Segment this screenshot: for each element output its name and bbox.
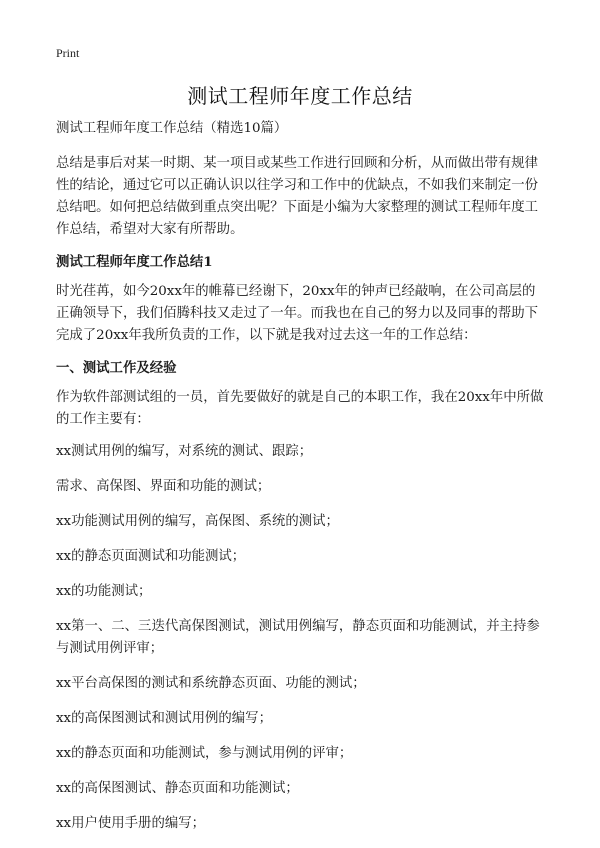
intro-paragraph: 总结是事后对某一时期、某一项目或某些工作进行回顾和分析，从而做出带有规律性的结论，通过它可以正确认识以往学习和工作中的优缺点，不如我们来制定一份总结吧。如何把总结做到重点突出呢？下面是小编为大家整理的测试工程师年度工作总结，希望对大家有所帮助。 [56, 156, 539, 237]
page-title: 测试工程师年度工作总结 [187, 84, 413, 108]
section-paragraph: 时光荏苒，如今20xx年的帷幕已经谢下，20xx年的钟声已经敲响，在公司高层的正确领导下，我们佰腾科技又走过了一年。而我也在自己的努力以及同事的帮助下完成了20xx年我所负责的工作，以下就是我对过去这一年的工作总结： [56, 284, 539, 343]
part-paragraph: 作为软件部测试组的一员，首先要做好的就是自己的本职工作，我在20xx年中所做的工作主要有： [56, 390, 544, 427]
list-item: xx功能测试用例的编写，高保图、系统的测试； [56, 514, 339, 529]
list-item: xx第一、二、三迭代高保图测试，测试用例编写，静态页面和功能测试，并主持参与测试用例评审； [56, 619, 540, 656]
list-item: xx的高保图测试和测试用例的编写； [56, 711, 272, 726]
list-item: xx的静态页面和功能测试，参与测试用例的评审； [56, 746, 353, 761]
list-item: xx用户使用手册的编写； [56, 816, 206, 831]
section-heading: 测试工程师年度工作总结1 [56, 254, 213, 270]
list-item: 需求、高保图、界面和功能的测试； [56, 479, 271, 494]
document-body [56, 118, 544, 848]
list-item: xx的功能测试； [56, 584, 152, 599]
document-subtitle: 测试工程师年度工作总结（精选10篇） [56, 121, 288, 136]
list-item: xx测试用例的编写，对系统的测试、跟踪； [56, 444, 313, 459]
list-item: xx的高保图测试、静态页面和功能测试； [56, 781, 299, 796]
print-link[interactable]: Print [56, 46, 80, 60]
list-item: xx平台高保图的测试和系统静态页面、功能的测试； [56, 676, 366, 691]
list-item: xx的静态页面测试和功能测试； [56, 549, 246, 564]
part-heading: 一、测试工作及经验 [56, 360, 177, 376]
